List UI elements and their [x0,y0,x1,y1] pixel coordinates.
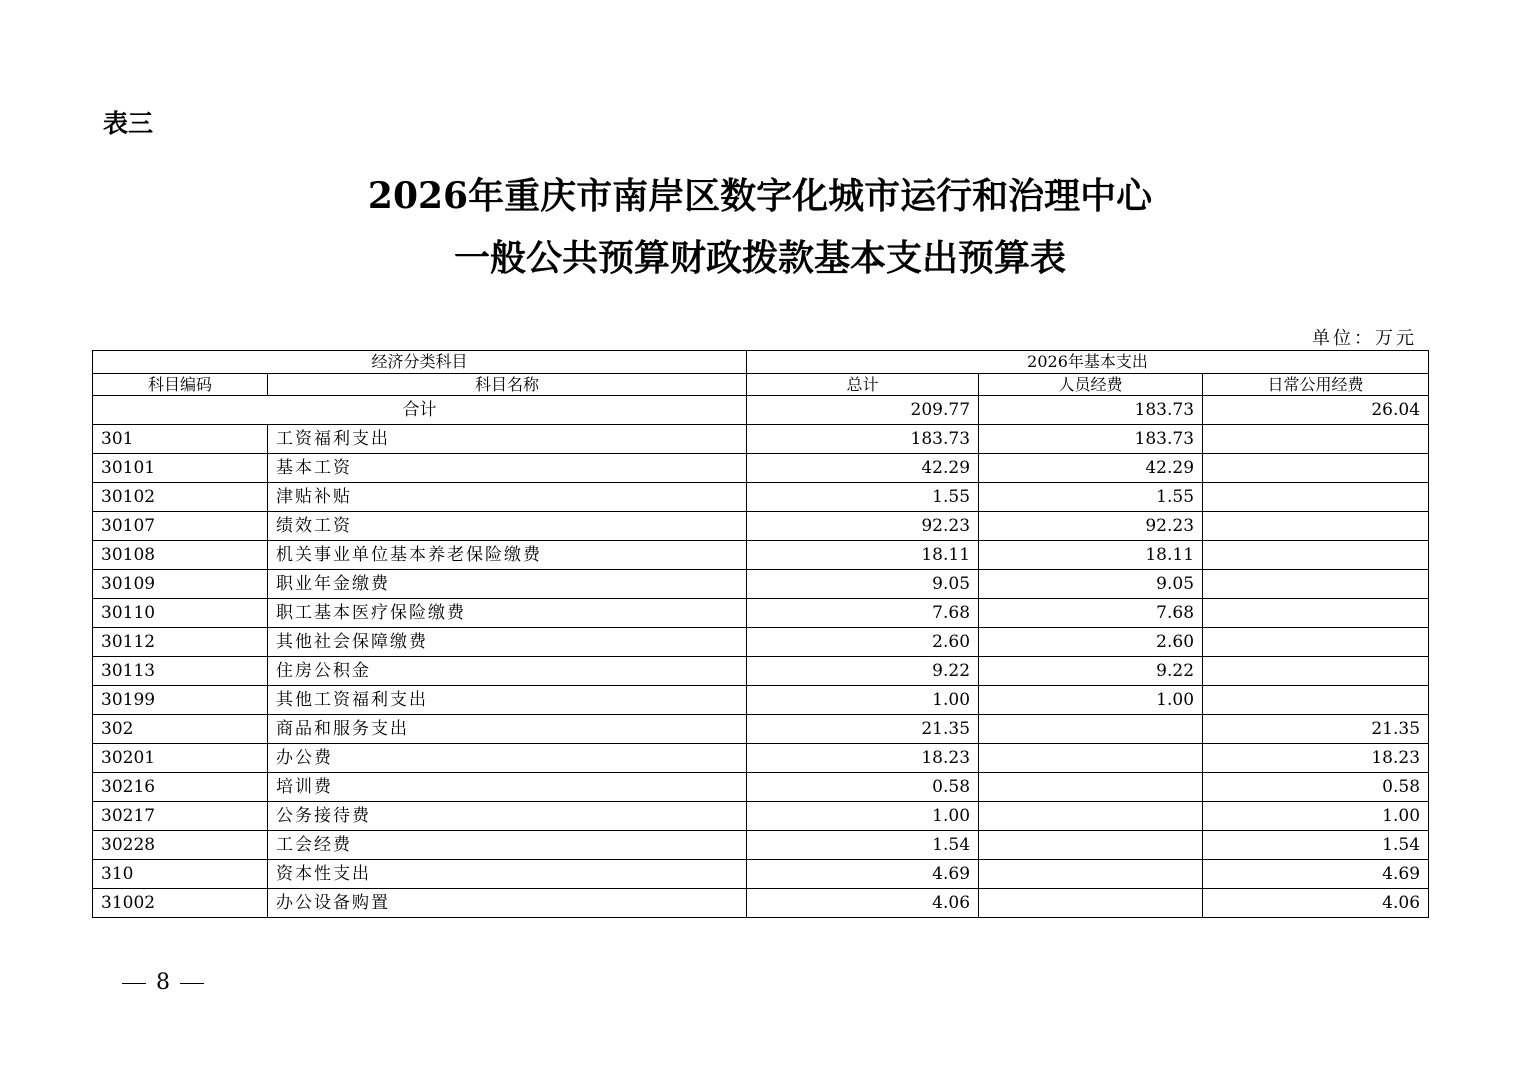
personnel-cell: 92.23 [979,512,1203,541]
table-row [93,686,1429,715]
total-cell: 0.58 [747,773,979,802]
public-cell [1203,425,1429,454]
subject-code-cell: 310 [93,860,268,889]
public-cell [1203,628,1429,657]
subject-name-cell: 绩效工资 [268,512,747,541]
total-cell: 18.11 [747,541,979,570]
personnel-cell [979,715,1203,744]
subject-code-cell: 30108 [93,541,268,570]
personnel-cell: 9.22 [979,657,1203,686]
subject-code-cell: 30101 [93,454,268,483]
subject-name-cell: 基本工资 [268,454,747,483]
table-row [93,802,1429,831]
subject-code-cell: 30217 [93,802,268,831]
footer-dash-right [180,983,204,984]
table-row [93,570,1429,599]
public-cell: 0.58 [1203,773,1429,802]
table-row [93,889,1429,918]
subject-code-cell: 30110 [93,599,268,628]
public-cell [1203,512,1429,541]
table-row [93,773,1429,802]
subject-name-cell: 工资福利支出 [268,425,747,454]
public-cell: 1.54 [1203,831,1429,860]
public-cell [1203,686,1429,715]
table-row [93,860,1429,889]
subject-code-cell: 30102 [93,483,268,512]
table-row [93,628,1429,657]
total-cell: 9.22 [747,657,979,686]
personnel-cell: 7.68 [979,599,1203,628]
table-row [93,831,1429,860]
table-row [93,541,1429,570]
subject-name-cell: 机关事业单位基本养老保险缴费 [268,541,747,570]
table-label: 表三 [103,109,154,138]
subject-name-cell: 住房公积金 [268,657,747,686]
footer-dash-left [122,983,146,984]
public-cell [1203,483,1429,512]
total-cell: 21.35 [747,715,979,744]
header-public: 日常公用经费 [1203,374,1429,396]
table-row [93,483,1429,512]
total-cell: 1.00 [747,802,979,831]
subject-name-cell: 职工基本医疗保险缴费 [268,599,747,628]
public-cell [1203,541,1429,570]
personnel-cell [979,773,1203,802]
total-cell: 1.55 [747,483,979,512]
header-subject-code: 科目编码 [93,374,268,396]
budget-table [92,350,1429,918]
total-cell: 4.69 [747,860,979,889]
subject-code-cell: 30216 [93,773,268,802]
total-cell: 7.68 [747,599,979,628]
table-column-header-row [93,374,1429,396]
table-row [93,657,1429,686]
header-basic-expenditure: 2026年基本支出 [747,351,1429,374]
personnel-cell: 1.55 [979,483,1203,512]
public-cell [1203,570,1429,599]
subject-name-cell: 培训费 [268,773,747,802]
public-cell: 4.06 [1203,889,1429,918]
table-row [93,715,1429,744]
total-cell: 1.00 [747,686,979,715]
subject-code-cell: 30112 [93,628,268,657]
subject-name-cell: 公务接待费 [268,802,747,831]
public-cell: 18.23 [1203,744,1429,773]
table-group-header-row [93,351,1429,374]
page-number: 8 [156,970,170,995]
personnel-cell: 18.11 [979,541,1203,570]
personnel-cell [979,831,1203,860]
total-cell: 9.05 [747,570,979,599]
personnel-cell [979,802,1203,831]
header-personnel: 人员经费 [979,374,1203,396]
subject-code-cell: 301 [93,425,268,454]
personnel-cell [979,744,1203,773]
total-cell: 92.23 [747,512,979,541]
subject-name-cell: 津贴补贴 [268,483,747,512]
total-personnel: 183.73 [979,396,1203,425]
subject-name-cell: 其他社会保障缴费 [268,628,747,657]
subject-name-cell: 其他工资福利支出 [268,686,747,715]
page-title-line-2: 一般公共预算财政拨款基本支出预算表 [453,237,1066,279]
total-public: 26.04 [1203,396,1429,425]
total-cell: 1.54 [747,831,979,860]
page-title-line-1: 2026年重庆市南岸区数字化城市运行和治理中心 [367,175,1153,217]
subject-name-cell: 资本性支出 [268,860,747,889]
table-row [93,454,1429,483]
total-label: 合计 [93,396,747,425]
table-row [93,599,1429,628]
subject-code-cell: 30228 [93,831,268,860]
public-cell: 21.35 [1203,715,1429,744]
total-cell: 183.73 [747,425,979,454]
table-row [93,512,1429,541]
header-subject-name: 科目名称 [268,374,747,396]
table-total-row [93,396,1429,425]
subject-code-cell: 30107 [93,512,268,541]
unit-label: 单位：万元 [1312,328,1417,349]
personnel-cell: 42.29 [979,454,1203,483]
total-cell: 18.23 [747,744,979,773]
subject-name-cell: 商品和服务支出 [268,715,747,744]
public-cell: 1.00 [1203,802,1429,831]
total-total: 209.77 [747,396,979,425]
subject-code-cell: 30109 [93,570,268,599]
subject-code-cell: 302 [93,715,268,744]
public-cell: 4.69 [1203,860,1429,889]
public-cell [1203,599,1429,628]
subject-name-cell: 工会经费 [268,831,747,860]
personnel-cell: 183.73 [979,425,1203,454]
page-footer [122,968,204,998]
subject-code-cell: 31002 [93,889,268,918]
subject-code-cell: 30199 [93,686,268,715]
public-cell [1203,657,1429,686]
personnel-cell: 1.00 [979,686,1203,715]
subject-name-cell: 办公设备购置 [268,889,747,918]
subject-code-cell: 30113 [93,657,268,686]
personnel-cell: 2.60 [979,628,1203,657]
public-cell [1203,454,1429,483]
header-economic-classification: 经济分类科目 [93,351,747,374]
personnel-cell [979,860,1203,889]
personnel-cell [979,889,1203,918]
header-total: 总计 [747,374,979,396]
subject-code-cell: 30201 [93,744,268,773]
subject-name-cell: 职业年金缴费 [268,570,747,599]
subject-name-cell: 办公费 [268,744,747,773]
table-row [93,744,1429,773]
total-cell: 42.29 [747,454,979,483]
total-cell: 4.06 [747,889,979,918]
personnel-cell: 9.05 [979,570,1203,599]
table-row [93,425,1429,454]
total-cell: 2.60 [747,628,979,657]
